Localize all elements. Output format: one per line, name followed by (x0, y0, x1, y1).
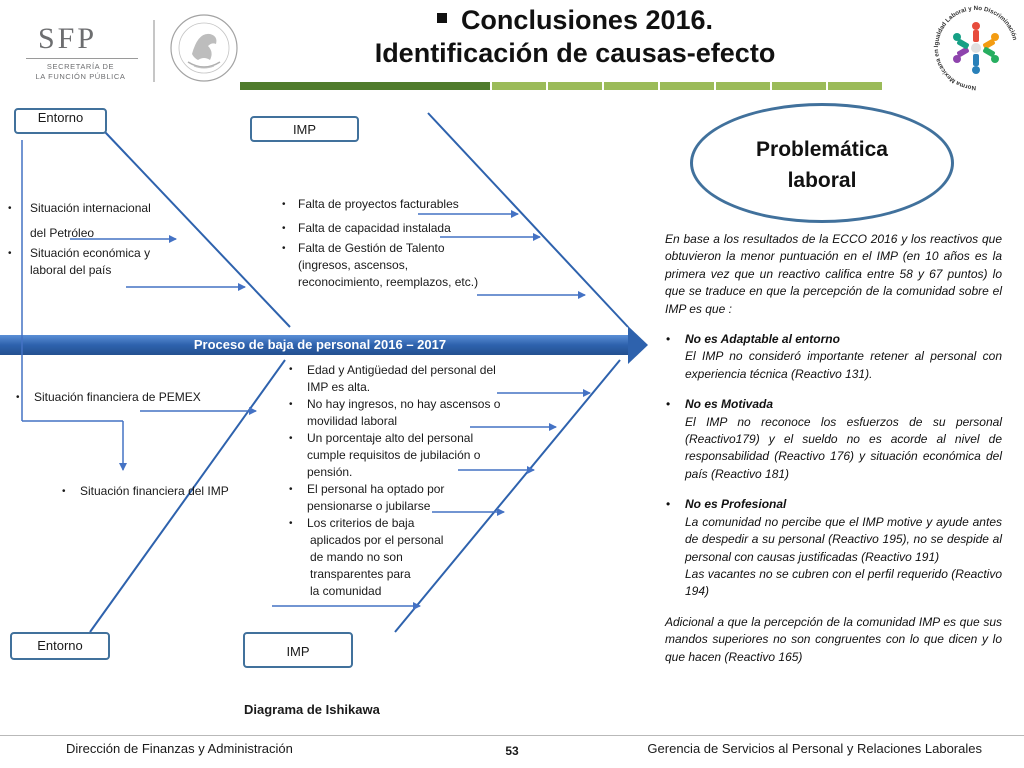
bullet: • (289, 518, 293, 529)
analysis-item-body: La comunidad no percibe que el IMP motive y ayude antes de despedir a su personal (Reactivo 195), no se despide al personal con causas justificadas (Reactivo 191) (685, 514, 1002, 564)
cause-criterios-baja-5: la comunidad (310, 584, 382, 598)
category-entorno-top: Entorno (14, 108, 107, 134)
sfp-line1: SECRETARÍA DE (46, 62, 115, 71)
bullet: • (282, 243, 286, 254)
bullet: • (289, 484, 293, 495)
bullet: • (289, 433, 293, 444)
effect-ellipse (690, 103, 954, 223)
cause-situacion-pemex: Situación financiera de PEMEX (34, 390, 201, 404)
cause-no-ingresos-2: movilidad laboral (307, 414, 398, 428)
bullet: • (8, 248, 12, 259)
title-text-1: Conclusiones 2016. (460, 5, 714, 35)
bullet: • (282, 223, 286, 234)
sfp-line2: LA FUNCIÓN PÚBLICA (35, 72, 126, 81)
analysis-item-head: • No es Adaptable al entorno (685, 332, 840, 347)
effect-title-line1: Problemática (756, 138, 888, 161)
norma-logo-text: Norma Mexicana en Igualdad Laboral y No Discriminación (933, 4, 1019, 92)
cause-situacion-economica: Situación económica y (30, 246, 151, 260)
analysis-item-head: • No es Motivada (685, 397, 774, 412)
effect-title-line2: laboral (787, 169, 857, 192)
analysis-item-body: El IMP no consideró importante retener al personal con experiencia técnica (Reactivo 131). (685, 349, 1002, 381)
analysis-item-adaptable (665, 331, 1002, 383)
effect-process-label: Proceso de baja de personal 2016 – 2017 (193, 337, 447, 352)
cause-laboral-pais: laboral del país (30, 263, 112, 277)
cause-no-ingresos: No hay ingresos, no hay ascensos o (307, 397, 501, 411)
cause-pensionarse: El personal ha optado por (307, 482, 445, 496)
cause-porcentaje-alto-2: cumple requisitos de jubilación o (307, 448, 481, 462)
footer-rule (0, 735, 1024, 736)
cause-del-petroleo: del Petróleo (30, 226, 95, 240)
category-entorno-bottom: Entorno (10, 632, 110, 660)
analysis-item-profesional (665, 496, 1002, 600)
bullet: • (282, 199, 286, 210)
page-number: 53 (505, 744, 519, 758)
norma-igualdad-laboral-logo (928, 2, 1024, 94)
cause-gestion-talento-2: (ingresos, ascensos, (298, 258, 409, 272)
analysis-intro: En base a los resultados de la ECCO 2016 y los reactivos que obtuvieron la menor puntuación en el IMP (en 10 años es la primera vez que un reactivo califica entre 58 y 67 puntos) lo que se traduce en que la percepción de la comunidad sobre el IMP es que : (665, 232, 1002, 316)
category-imp-bottom: IMP (243, 632, 353, 668)
sfp-abbr: SFP (38, 22, 98, 55)
cause-situacion-imp: Situación financiera del IMP (80, 484, 229, 498)
cause-porcentaje-alto-3: pensión. (307, 465, 353, 479)
cause-criterios-baja-3: de mando no son (310, 550, 403, 564)
cause-gestion-talento-3: reconocimiento, reemplazos, etc.) (298, 275, 479, 289)
analysis-item-body: El IMP no reconoce los esfuerzos de su personal (Reactivo179) y el sueldo no es acorde al nivel de responsabilidad (Reactivo 176) y situación económica del país (Reactivo 181) (685, 414, 1002, 481)
cause-gestion-talento: Falta de Gestión de Talento (298, 241, 445, 255)
bullet: • (16, 392, 20, 403)
cause-proyectos-facturables: Falta de proyectos facturables (298, 197, 459, 211)
cause-criterios-baja-4: transparentes para (310, 567, 411, 581)
cause-edad-antiguedad: Edad y Antigüedad del personal del (307, 363, 496, 377)
cause-pensionarse-2: pensionarse o jubilarse (307, 499, 431, 513)
analysis-item-body-2: Las vacantes no se cubren con el perfil requerido (Reactivo 194) (685, 566, 1002, 599)
bullet: • (289, 399, 293, 410)
cause-criterios-baja-2: aplicados por el personal (310, 533, 444, 547)
analysis-text (665, 231, 1002, 666)
bullet: • (289, 364, 293, 375)
bullet: • (62, 486, 66, 497)
category-imp-top: IMP (250, 116, 359, 142)
cause-situacion-internacional: Situación internacional (30, 201, 151, 215)
bullet: • (8, 203, 12, 214)
analysis-item-head: • No es Profesional (685, 497, 787, 512)
cause-capacidad-instalada: Falta de capacidad instalada (298, 221, 451, 235)
diagram-caption: Diagrama de Ishikawa (244, 702, 380, 717)
title-line-2: Identificación de causas-efecto (374, 38, 776, 68)
footer-left: Dirección de Finanzas y Administración (66, 741, 293, 756)
cause-edad-antiguedad-2: IMP es alta. (307, 380, 371, 394)
rib-top-left (105, 132, 290, 327)
footer-right: Gerencia de Servicios al Personal y Relaciones Laborales (647, 741, 982, 756)
cause-criterios-baja: Los criterios de baja (307, 516, 415, 530)
analysis-footer: Adicional a que la percepción de la comunidad IMP es que sus mandos superiores no son congruentes con lo que dicen y lo que hacen (Reactivo 165) (665, 614, 1002, 664)
cause-porcentaje-alto: Un porcentaje alto del personal (307, 431, 474, 445)
analysis-item-motivada (665, 396, 1002, 483)
